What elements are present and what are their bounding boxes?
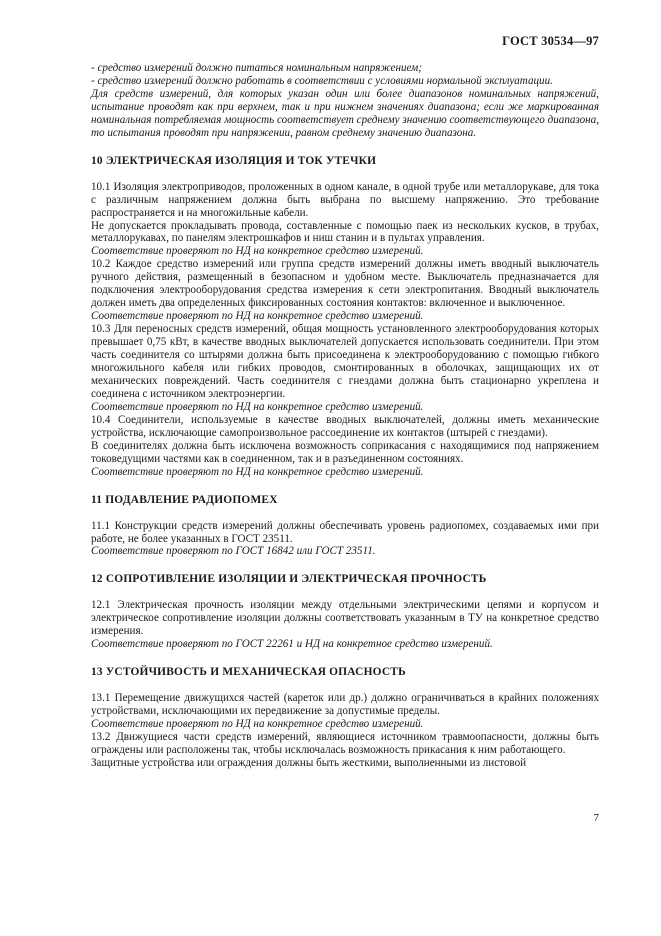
compliance-note: Соответствие проверяют по НД на конкретное средство измерений. [91,465,424,478]
list-item: - средство измерений должно работать в соответствии с условиями нормальной эксплуатации. [91,74,553,87]
compliance-note: Соответствие проверяют по ГОСТ 22261 и НД на конкретное средство измерений. [91,638,493,651]
paragraph: 12.1 Электрическая прочность изоляции между отдельными электрическими цепями и корпусом и электрическое сопротивление изоляции должны соответствовать указанным в ТУ на конкретное средство измерения. [91,599,599,638]
page-number: 7 [593,812,599,824]
compliance-note: Соответствие проверяют по ГОСТ 16842 или ГОСТ 23511. [91,545,376,558]
compliance-note: Соответствие проверяют по НД на конкретное средство измерений. [91,718,424,731]
compliance-note: Соответствие проверяют по НД на конкретное средство измерений. [91,245,424,258]
document-body [91,62,599,770]
paragraph: Не допускается прокладывать провода, составленные с помощью паек из нескольких кусков, в трубах, металлорукавах, по панелям электрошкафов и ниш станин и в пультах управления. [91,219,599,245]
paragraph: Защитные устройства или ограждения должны быть жесткими, выполненными из листовой [91,756,527,769]
paragraph: 13.1 Перемещение движущихся частей (кареток или др.) должно ограничиваться в крайних положениях устройствами, исключающими их передвижение за допустимые пределы. [91,692,599,718]
paragraph: 11.1 Конструкции средств измерений должны обеспечивать уровень радиопомех, создаваемых ими при работе, не более указанных в ГОСТ 23511. [91,519,599,545]
paragraph: 10.4 Соединители, используемые в качестве вводных выключателей, должны иметь механические устройства, исключающие самопроизвольное рассоединение их контактов (штырей с гнездами). [91,413,599,439]
section-heading-10: 10 ЭЛЕКТРИЧЕСКАЯ ИЗОЛЯЦИЯ И ТОК УТЕЧКИ [91,154,377,167]
paragraph: 13.2 Движущиеся части средств измерений, являющиеся источником травмоопасности, должны быть ограждены или расположены так, чтобы исключалась возможность прикасания к ним работающего. [91,730,599,756]
compliance-note: Соответствие проверяют по НД на конкретное средство измерений. [91,310,424,323]
document-id-header: ГОСТ 30534—97 [502,34,599,48]
paragraph: 10.2 Каждое средство измерений или группа средств измерений должны иметь вводный выключатель ручного действия, размещенный в безопасном и удобном месте. Выключатель предназначается для подключения электрооборудования средства измерения к сети электропитания. Вводный выключатель должен иметь два определенных фиксированных состояния контактов: включенное и выключенное. [91,258,599,310]
list-item: - средство измерений должно питаться номинальным напряжением; [91,62,422,74]
paragraph: В соединителях должна быть исключена возможность соприкасания с находящимися под напряжением токоведущими частями как в соединенном, так и в разъединенном состояниях. [91,439,599,465]
section-heading-12: 12 СОПРОТИВЛЕНИЕ ИЗОЛЯЦИИ И ЭЛЕКТРИЧЕСКАЯ ПРОЧНОСТЬ [91,573,487,586]
paragraph: Для средств измерений, для которых указан один или более диапазонов номинальных напряжений, испытание проводят как при верхнем, так и при нижнем значениях диапазона; если же маркированная номинальная потребляемая мощность соответствует среднему значению соответствующего диапазона, то испытания проводят при напряжении, равном среднему значению диапазона. [91,87,599,139]
paragraph: 10.1 Изоляция электроприводов, проложенных в одном канале, в одной трубе или металлорукаве, для тока с различным напряжением должна быть выбрана по высшему напряжению. Это требование распространяется и на многожильные кабели. [91,180,599,219]
section-heading-11: 11 ПОДАВЛЕНИЕ РАДИОПОМЕХ [91,493,278,506]
paragraph: 10.3 Для переносных средств измерений, общая мощность установленного электрооборудования которых превышает 0,75 кВт, в качестве вводных выключателей допускается использовать соединители. При этом часть соединителя со штырями должна быть присоединена к электрооборудованию с помощью гибкого многожильного кабеля или гибких проводов, смонтированных в оболочках, защищающих их от механических повреждений. Часть соединителя с гнездами должна быть стационарно укреплена и соединена с источником электроэнергии. [91,323,599,400]
section-heading-13: 13 УСТОЙЧИВОСТЬ И МЕХАНИЧЕСКАЯ ОПАСНОСТЬ [91,666,406,679]
compliance-note: Соответствие проверяют по НД на конкретное средство измерений. [91,400,424,413]
